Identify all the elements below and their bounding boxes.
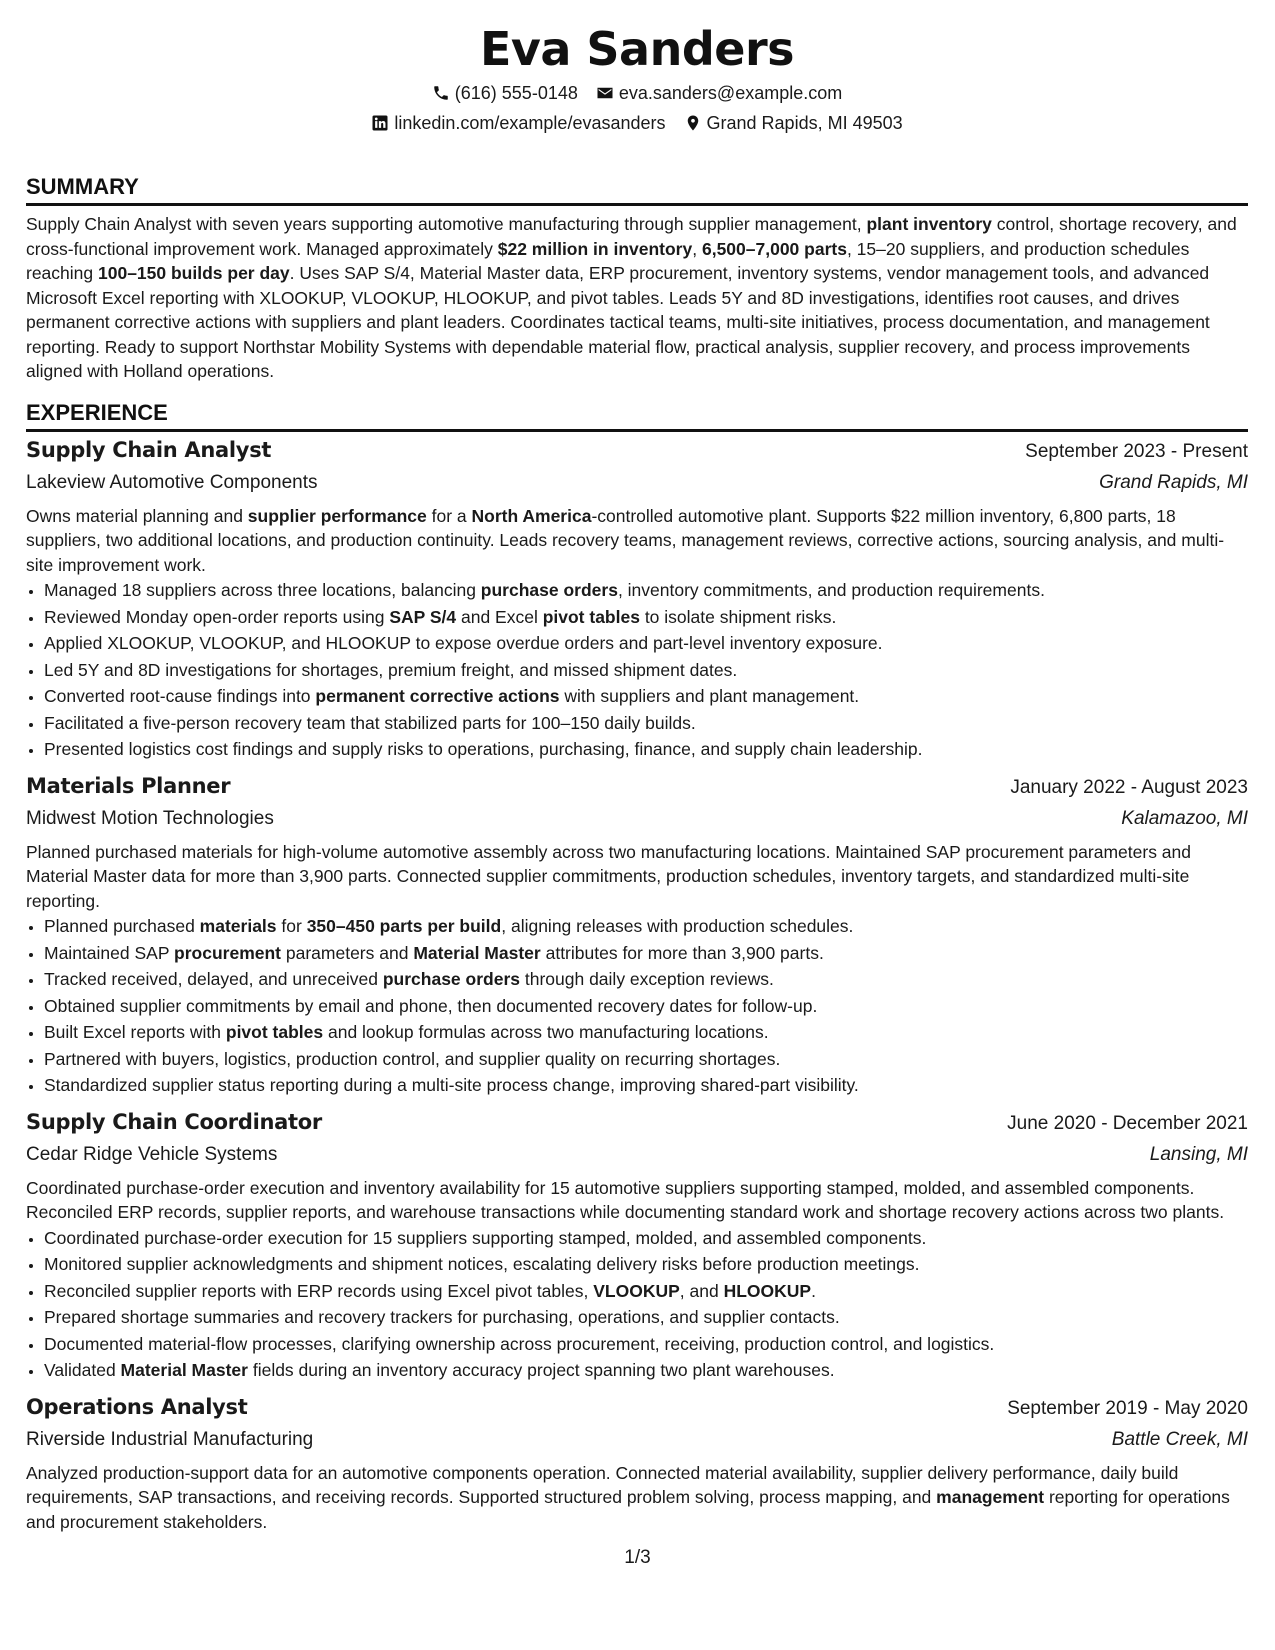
- text-run: parameters and: [281, 942, 414, 963]
- list-item: [44, 1019, 1248, 1046]
- text-run: Presented logistics cost findings and supply risks to operations, purchasing, finance, and supply chain leadership.: [44, 739, 923, 759]
- job-description: [26, 1176, 1248, 1225]
- job-bullets: [26, 577, 1248, 763]
- text-run: . Uses SAP S/4, Material Master data, ERP procurement, inventory systems, vendor management tools, and advanced Microsoft Excel reporting with XLOOKUP, VLOOKUP, HLOOKUP, and pivot tables. Leads 5Y and 8D investigations, identifies root causes, and drives permanent corrective actions with suppliers and plant leaders. Coordinates tactical teams, multi-site initiatives, process documentation, and management reporting. Ready to support Northstar Mobility Systems with dependable material flow, practical analysis, supplier recovery, and process improvements aligned with Holland operations.: [26, 263, 1210, 381]
- job-header: [26, 435, 1248, 467]
- phone-icon: [432, 84, 450, 102]
- job-subheader: [26, 467, 1248, 498]
- bold-text: 100–150 builds per day: [98, 263, 290, 283]
- list-item: [44, 1225, 1248, 1252]
- text-run: Coordinated purchase-order execution and inventory availability for 15 automotive suppliers supporting stamped, molded, and assembled components. Reconciled ERP records, supplier reports, and warehouse transactions while documenting standard work and shortage recovery actions across two plants.: [26, 1177, 1225, 1222]
- text-run: Planned purchased materials for high-volume automotive assembly across two manufacturing locations. Maintained SAP procurement parameters and Material Master data for more than 3,900 parts. Connected supplier commitments, production schedules, inventory targets, and standardized multi-site reporting.: [26, 841, 1191, 911]
- candidate-name: Eva Sanders: [479, 22, 795, 76]
- phone-text: (616) 555-0148: [454, 83, 578, 103]
- job-description: [26, 504, 1248, 578]
- text-run: -controlled automotive plant. Supports $22 million inventory, 6,800 parts, 18 suppliers, two additional locations, and production continuity. Leads recovery teams, management reviews, corrective actions, sourcing analysis, and multi-site improvement work.: [26, 505, 1225, 575]
- bold-text: management: [936, 1487, 1045, 1507]
- text-run: Built Excel reports with: [44, 1022, 226, 1042]
- list-item: [44, 1046, 1248, 1073]
- company-name: Midwest Motion Technologies: [26, 807, 274, 829]
- job-dates: September 2023 - Present: [1025, 440, 1248, 462]
- list-item: [44, 966, 1248, 993]
- list-item: [44, 683, 1248, 710]
- text-run: Validated: [44, 1360, 121, 1380]
- text-run: , aligning releases with production schedules.: [501, 916, 854, 936]
- job-description: [26, 840, 1248, 914]
- job-header: [26, 771, 1248, 803]
- text-run: Reconciled supplier reports with ERP records using Excel pivot tables,: [44, 1280, 594, 1301]
- job-location: Lansing, MI: [1149, 1143, 1248, 1165]
- summary-paragraph: [26, 212, 1248, 384]
- text-run: for a: [426, 505, 472, 526]
- text-run: Converted root-cause findings into: [44, 686, 316, 706]
- text-run: Analyzed production-support data for an automotive components operation. Connected material availability, supplier delivery performance, daily build requirements, SAP transactions, and receiving records. Supported structured problem solving, process mapping, and: [26, 1462, 1179, 1507]
- job-title: Materials Planner: [26, 773, 231, 798]
- location-text: Grand Rapids, MI 49503: [706, 113, 903, 133]
- bold-text: 350–450 parts per build: [306, 916, 502, 936]
- text-run: Facilitated a five-person recovery team that stabilized parts for 100–150 daily builds.: [44, 712, 696, 733]
- experience-heading: EXPERIENCE: [26, 399, 1248, 432]
- text-run: Standardized supplier status reporting during a multi-site process change, improving shared-part visibility.: [44, 1075, 859, 1095]
- bold-text: SAP S/4: [389, 606, 457, 627]
- bold-text: pivot tables: [542, 606, 640, 627]
- text-run: attributes for more than 3,900 parts.: [540, 942, 824, 963]
- job-subheader: [26, 803, 1248, 834]
- contact-location: [684, 108, 903, 138]
- text-run: Owns material planning and: [26, 505, 248, 526]
- text-run: , inventory commitments, and production requirements.: [617, 580, 1045, 600]
- job-header: [26, 1392, 1248, 1424]
- list-item: [44, 1357, 1248, 1384]
- envelope-icon: [596, 84, 614, 102]
- list-item: [44, 736, 1248, 763]
- bold-text: purchase orders: [382, 969, 520, 989]
- text-run: to isolate shipment risks.: [639, 606, 837, 627]
- job-entry: [26, 1392, 1248, 1535]
- text-run: and lookup formulas across two manufacturing locations.: [323, 1022, 769, 1042]
- text-run: Tracked received, delayed, and unreceived: [44, 969, 383, 989]
- job-entry: [26, 1107, 1248, 1384]
- job-subheader: [26, 1424, 1248, 1455]
- bold-text: VLOOKUP: [593, 1280, 680, 1301]
- contact-linkedin[interactable]: [371, 108, 665, 138]
- contact-row-1: [26, 78, 1248, 108]
- text-run: Reviewed Monday open-order reports using: [44, 606, 390, 627]
- bold-text: pivot tables: [225, 1022, 324, 1042]
- text-run: .: [811, 1280, 816, 1301]
- text-run: with suppliers and plant management.: [559, 686, 860, 706]
- list-item: [44, 1278, 1248, 1305]
- job-dates: January 2022 - August 2023: [1010, 776, 1248, 798]
- text-run: , 15–20 suppliers, and production schedules reaching: [26, 238, 1190, 283]
- summary-heading: SUMMARY: [26, 173, 1248, 206]
- list-item: [44, 993, 1248, 1020]
- job-entry: [26, 435, 1248, 763]
- bold-text: permanent corrective actions: [315, 686, 560, 706]
- text-run: ,: [692, 238, 702, 259]
- contact-phone: [432, 78, 578, 108]
- list-item: [44, 710, 1248, 737]
- list-item: [44, 1251, 1248, 1278]
- text-run: Partnered with buyers, logistics, production control, and supplier quality on recurring shortages.: [44, 1048, 781, 1069]
- job-description: [26, 1461, 1248, 1535]
- job-entry: [26, 771, 1248, 1099]
- list-item: [44, 913, 1248, 940]
- list-item: [44, 1304, 1248, 1331]
- job-dates: June 2020 - December 2021: [1007, 1112, 1248, 1134]
- text-run: Supply Chain Analyst with seven years supporting automotive manufacturing through supplier management,: [26, 214, 867, 234]
- job-bullets: [26, 913, 1248, 1099]
- job-bullets: [26, 1225, 1248, 1384]
- list-item: [44, 577, 1248, 604]
- bold-text: $22 million in inventory: [497, 238, 693, 259]
- job-dates: September 2019 - May 2020: [1007, 1397, 1248, 1419]
- contact-row-2: [26, 108, 1248, 138]
- experience-list: [26, 435, 1248, 1535]
- bold-text: materials: [199, 916, 277, 936]
- job-location: Battle Creek, MI: [1111, 1428, 1248, 1450]
- text-run: fields during an inventory accuracy project spanning two plant warehouses.: [247, 1360, 835, 1380]
- text-run: reporting for operations and procurement stakeholders.: [26, 1487, 1230, 1532]
- bold-text: Material Master: [120, 1360, 248, 1380]
- email-text: eva.sanders@example.com: [618, 83, 843, 103]
- bold-text: North America: [471, 505, 592, 526]
- bold-text: supplier performance: [247, 505, 427, 526]
- job-title: Supply Chain Coordinator: [26, 1109, 322, 1134]
- map-pin-icon: [684, 114, 702, 132]
- text-run: Prepared shortage summaries and recovery trackers for purchasing, operations, and supplier contacts.: [44, 1307, 840, 1327]
- job-subheader: [26, 1139, 1248, 1170]
- bold-text: procurement: [174, 942, 282, 963]
- list-item: [44, 630, 1248, 657]
- linkedin-icon: [371, 114, 389, 132]
- text-run: , and: [679, 1280, 724, 1301]
- list-item: [44, 657, 1248, 684]
- text-run: Coordinated purchase-order execution for 15 suppliers supporting stamped, molded, and assembled components.: [44, 1227, 927, 1248]
- text-run: Led 5Y and 8D investigations for shortages, premium freight, and missed shipment dates.: [44, 659, 738, 680]
- bold-text: 6,500–7,000 parts: [701, 238, 847, 259]
- page-number: 1/3: [624, 1547, 651, 1568]
- job-title: Operations Analyst: [26, 1394, 248, 1419]
- job-location: Kalamazoo, MI: [1121, 807, 1248, 829]
- company-name: Riverside Industrial Manufacturing: [26, 1428, 314, 1450]
- list-item: [44, 1331, 1248, 1358]
- contact-email[interactable]: [596, 78, 842, 108]
- text-run: Maintained SAP: [44, 942, 175, 963]
- list-item: [44, 1072, 1248, 1099]
- bold-text: plant inventory: [866, 214, 992, 234]
- text-run: for: [276, 916, 307, 936]
- text-run: Documented material-flow processes, clarifying ownership across procurement, receiving, production control, and logistics.: [44, 1333, 995, 1354]
- text-run: and Excel: [456, 606, 543, 627]
- resume-page: [26, 0, 1248, 1534]
- job-location: Grand Rapids, MI: [1099, 471, 1248, 493]
- text-run: Managed 18 suppliers across three locations, balancing: [44, 580, 481, 600]
- bold-text: Material Master: [413, 942, 541, 963]
- text-run: control, shortage recovery, and cross-functional improvement work. Managed approximately: [26, 214, 1237, 259]
- list-item: [44, 940, 1248, 967]
- text-run: Planned purchased: [44, 916, 200, 936]
- text-run: Monitored supplier acknowledgments and shipment notices, escalating delivery risks before production meetings.: [44, 1254, 920, 1274]
- company-name: Cedar Ridge Vehicle Systems: [26, 1143, 278, 1165]
- linkedin-text: linkedin.com/example/evasanders: [394, 113, 666, 133]
- company-name: Lakeview Automotive Components: [26, 471, 318, 493]
- text-run: Obtained supplier commitments by email and phone, then documented recovery dates for follow-up.: [44, 995, 818, 1016]
- text-run: Applied XLOOKUP, VLOOKUP, and HLOOKUP to expose overdue orders and part-level inventory exposure.: [44, 633, 883, 653]
- list-item: [44, 604, 1248, 631]
- text-run: through daily exception reviews.: [520, 969, 774, 989]
- bold-text: purchase orders: [480, 580, 618, 600]
- job-header: [26, 1107, 1248, 1139]
- bold-text: HLOOKUP: [723, 1280, 812, 1301]
- job-title: Supply Chain Analyst: [26, 437, 272, 462]
